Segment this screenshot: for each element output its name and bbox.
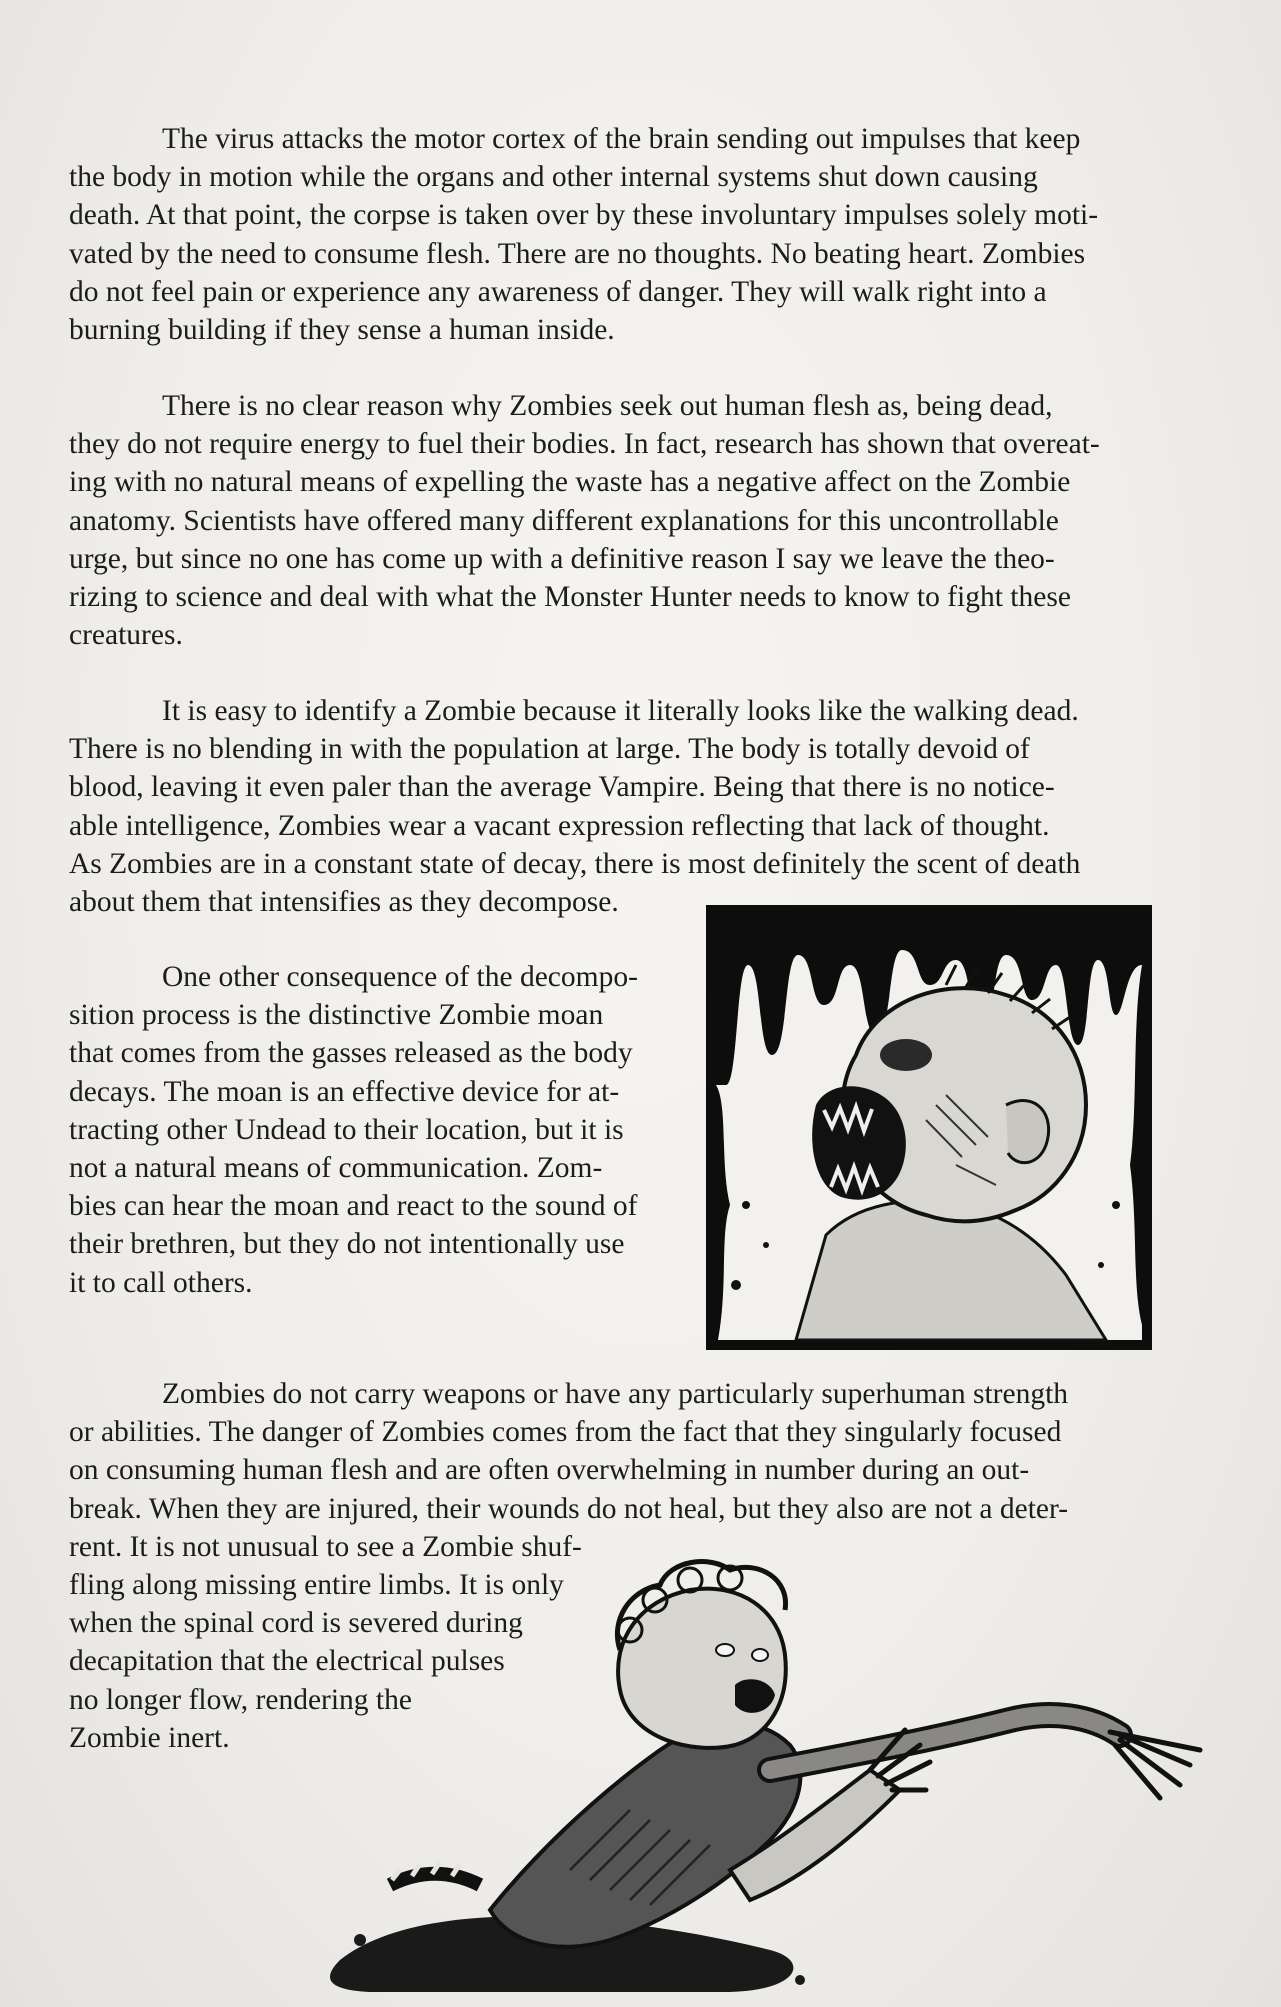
- text-line: not a natural means of communication. Zom-: [69, 1152, 603, 1185]
- text-line: rizing to science and deal with what the Monster Hunter needs to know to fight these: [69, 581, 1071, 614]
- text-line: death. At that point, the corpse is taken over by these involuntary impulses solely moti-: [69, 199, 1099, 232]
- text-line: about them that intensifies as they decompose.: [69, 886, 619, 919]
- paragraph-virus: [69, 120, 1179, 349]
- text-line: on consuming human flesh and are often overwhelming in number during an out-: [69, 1454, 1030, 1487]
- text-line: that comes from the gasses released as the body: [69, 1037, 633, 1070]
- text-line: One other consequence of the decompo-: [162, 961, 638, 993]
- text-line: vated by the need to consume flesh. There are no thoughts. No beating heart. Zombies: [69, 237, 1086, 270]
- text-line: There is no blending in with the population at large. The body is totally devoid of: [69, 733, 1030, 766]
- text-line: do not feel pain or experience any awareness of danger. They will walk right into a: [69, 275, 1047, 308]
- text-line: no longer flow, rendering the: [69, 1683, 412, 1716]
- text-line: it to call others.: [69, 1266, 253, 1299]
- text-line: fling along missing entire limbs. It is only: [69, 1569, 564, 1602]
- text-line: blood, leaving it even paler than the average Vampire. Being that there is no notice-: [69, 771, 1055, 804]
- text-line: sition process is the distinctive Zombie moan: [69, 999, 604, 1032]
- text-line: decays. The moan is an effective device for at-: [69, 1075, 620, 1108]
- text-line: urge, but since no one has come up with a definitive reason I say we leave the theo-: [69, 542, 1055, 575]
- text-line: As Zombies are in a constant state of decay, there is most definitely the scent of death: [69, 847, 1081, 880]
- text-line: ing with no natural means of expelling the waste has a negative affect on the Zombie: [69, 466, 1071, 499]
- text-line: able intelligence, Zombies wear a vacant expression reflecting that lack of thought.: [69, 809, 1050, 842]
- text-line: when the spinal cord is severed during: [69, 1607, 523, 1640]
- text-line: There is no clear reason why Zombies seek out human flesh as, being dead,: [162, 390, 1053, 422]
- text-line: bies can hear the moan and react to the sound of: [69, 1190, 638, 1223]
- paragraph-flesh: [69, 387, 1179, 654]
- text-line: creatures.: [69, 619, 183, 652]
- text-line: anatomy. Scientists have offered many different explanations for this uncontrollable: [69, 504, 1059, 537]
- text-line: or abilities. The danger of Zombies comes from the fact that they singularly focused: [69, 1416, 1062, 1449]
- text-line: Zombie inert.: [69, 1721, 230, 1754]
- zombie-head-illustration: [706, 905, 1152, 1350]
- crawling-zombie-drawing: [330, 1540, 1220, 1995]
- text-line: break. When they are injured, their wounds do not heal, but they also are not a deter-: [69, 1492, 1069, 1525]
- zombie-head-drawing: [706, 905, 1152, 1350]
- text-line: the body in motion while the organs and other internal systems shut down causing: [69, 161, 1038, 194]
- paragraph-identify: [69, 692, 1179, 921]
- text-line: burning building if they sense a human inside.: [69, 314, 615, 347]
- text-line: It is easy to identify a Zombie because it literally looks like the walking dead.: [162, 695, 1079, 727]
- paragraph-moan: [69, 958, 689, 1302]
- text-line: The virus attacks the motor cortex of the brain sending out impulses that keep: [162, 123, 1081, 155]
- text-line: decapitation that the electrical pulses: [69, 1645, 505, 1678]
- text-line: tracting other Undead to their location, but it is: [69, 1113, 624, 1146]
- crawling-zombie-illustration: [330, 1540, 1220, 1995]
- text-line: their brethren, but they do not intentionally use: [69, 1228, 625, 1261]
- text-line: rent. It is not unusual to see a Zombie shuf-: [69, 1530, 582, 1563]
- text-line: they do not require energy to fuel their bodies. In fact, research has shown that overeat-: [69, 428, 1100, 461]
- text-line: Zombies do not carry weapons or have any particularly superhuman strength: [162, 1378, 1069, 1410]
